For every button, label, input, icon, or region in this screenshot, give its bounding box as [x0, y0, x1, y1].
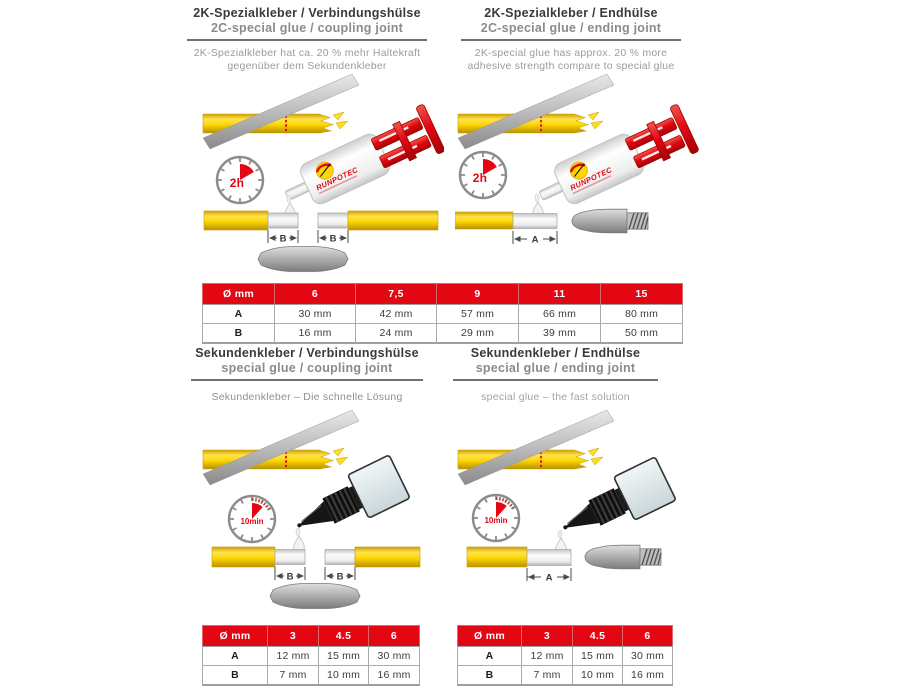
- header-sk-coupling: [191, 346, 423, 381]
- table-cell: 80 mm: [601, 305, 683, 324]
- table-header-cell: 15: [601, 284, 683, 305]
- table-header-cell: Ø mm: [458, 626, 522, 647]
- table-header-cell: 6: [623, 626, 673, 647]
- table-row-b: [203, 666, 420, 686]
- table-row-a: [203, 305, 683, 324]
- header-sk-ending: [453, 346, 658, 381]
- header-2k-ending: [461, 6, 681, 41]
- title-en: 2C-special glue / ending joint: [480, 21, 662, 35]
- title-en: 2C-special glue / coupling joint: [210, 21, 404, 35]
- table-cell: 50 mm: [601, 324, 683, 344]
- illustration-2k-ending: [455, 74, 719, 284]
- note-2k-ending: 2K-special glue has approx. 20 % more adhesive strength compare to special glue: [467, 47, 675, 72]
- clock-label: 2h: [229, 176, 245, 190]
- table-cell: 10 mm: [573, 666, 623, 686]
- table-row-b: [203, 324, 683, 344]
- table-cell: 30 mm: [369, 647, 420, 666]
- glue-bottle-icon: [553, 457, 676, 550]
- clock-label: 10min: [484, 516, 508, 525]
- table-cell: B: [203, 324, 275, 344]
- clock-label: 10min: [240, 517, 264, 526]
- dim-label-a: A: [531, 234, 539, 246]
- title-de: 2K-Spezialkleber / Verbindungshülse: [193, 6, 421, 20]
- title-de: Sekundenkleber / Verbindungshülse: [195, 346, 419, 360]
- yellow-rod: [355, 547, 420, 567]
- dim-label-b: B: [329, 233, 337, 245]
- table-header-cell: 3: [522, 626, 573, 647]
- rod-ferrule: [325, 550, 355, 565]
- table-cell: B: [458, 666, 522, 686]
- yellow-rod: [455, 212, 513, 229]
- ending-sleeve-icon: [572, 209, 648, 233]
- dim-label-b: B: [279, 233, 287, 245]
- table-header-cell: 4.5: [573, 626, 623, 647]
- table-cell: 57 mm: [437, 305, 519, 324]
- yellow-rod: [204, 211, 268, 230]
- dim-label-a: A: [545, 572, 553, 584]
- table-row-a: [203, 647, 420, 666]
- table-row-a: [458, 647, 673, 666]
- size-table-2k: [202, 283, 683, 344]
- table-header-cell: 4.5: [319, 626, 369, 647]
- table-cell: 10 mm: [319, 666, 369, 686]
- table-cell: 7 mm: [268, 666, 319, 686]
- clock-label: 2h: [472, 171, 488, 185]
- table-cell: A: [458, 647, 522, 666]
- table-header-cell: 11: [519, 284, 601, 305]
- table-cell: 15 mm: [319, 647, 369, 666]
- size-table-sk-ending: [457, 625, 673, 686]
- cut-rod-icon: [203, 410, 359, 485]
- glue-drop-icon: [294, 528, 305, 553]
- note-sk-ending: special glue – the fast solution: [481, 391, 630, 403]
- table-header-cell: 9: [437, 284, 519, 305]
- rod-ferrule: [275, 550, 305, 565]
- note-2k-coupling: 2K-Spezialkleber hat ca. 20 % mehr Haltekraft gegenüber dem Sekundenkleber: [193, 47, 421, 72]
- table-header-row: [458, 626, 673, 647]
- title-de: 2K-Spezialkleber / Endhülse: [484, 6, 658, 20]
- rod-ferrule: [318, 213, 348, 228]
- table-cell: 30 mm: [623, 647, 673, 666]
- title-en: special glue / ending joint: [475, 361, 636, 375]
- table-header-cell: 6: [275, 284, 356, 305]
- cut-rod-icon: [458, 74, 614, 149]
- yellow-rod: [467, 547, 527, 567]
- cut-rod-icon: [203, 74, 359, 149]
- rod-ferrule: [513, 214, 557, 229]
- table-cell: 16 mm: [623, 666, 673, 686]
- table-cell: 16 mm: [369, 666, 420, 686]
- illustration-sk-coupling: [186, 410, 444, 622]
- title-de: Sekundenkleber / Endhülse: [470, 346, 641, 360]
- rod-ferrule: [527, 550, 571, 566]
- table-cell: 12 mm: [522, 647, 573, 666]
- illustration-sk-ending: [455, 410, 719, 622]
- table-cell: 30 mm: [275, 305, 356, 324]
- table-header-cell: 6: [369, 626, 420, 647]
- table-cell: 29 mm: [437, 324, 519, 344]
- table-cell: 15 mm: [573, 647, 623, 666]
- table-cell: B: [203, 666, 268, 686]
- illustration-2k-coupling: [186, 74, 444, 284]
- table-cell: A: [203, 647, 268, 666]
- cut-rod-icon: [458, 410, 614, 485]
- size-table-sk-coupling: [202, 625, 420, 686]
- table-cell: 16 mm: [275, 324, 356, 344]
- yellow-rod: [212, 547, 275, 567]
- table-header-row: [203, 626, 420, 647]
- table-header-row: [203, 284, 683, 305]
- dim-label-b: B: [336, 571, 344, 583]
- table-cell: A: [203, 305, 275, 324]
- coupling-sleeve-icon: [270, 584, 360, 609]
- ending-sleeve-icon: [585, 545, 661, 569]
- table-row-b: [458, 666, 673, 686]
- table-cell: 42 mm: [356, 305, 437, 324]
- table-header-cell: Ø mm: [203, 626, 268, 647]
- note-sk-coupling: Sekundenkleber – Die schnelle Lösung: [211, 391, 403, 403]
- table-cell: 39 mm: [519, 324, 601, 344]
- table-cell: 7 mm: [522, 666, 573, 686]
- yellow-rod: [348, 211, 438, 230]
- header-2k-coupling: [187, 6, 427, 41]
- table-cell: 24 mm: [356, 324, 437, 344]
- title-en: special glue / coupling joint: [221, 361, 393, 375]
- table-header-cell: Ø mm: [203, 284, 275, 305]
- table-cell: 66 mm: [519, 305, 601, 324]
- coupling-sleeve-icon: [258, 247, 348, 272]
- table-cell: 12 mm: [268, 647, 319, 666]
- rod-ferrule: [268, 213, 298, 228]
- dim-label-b: B: [286, 571, 294, 583]
- table-header-cell: 3: [268, 626, 319, 647]
- table-header-cell: 7,5: [356, 284, 437, 305]
